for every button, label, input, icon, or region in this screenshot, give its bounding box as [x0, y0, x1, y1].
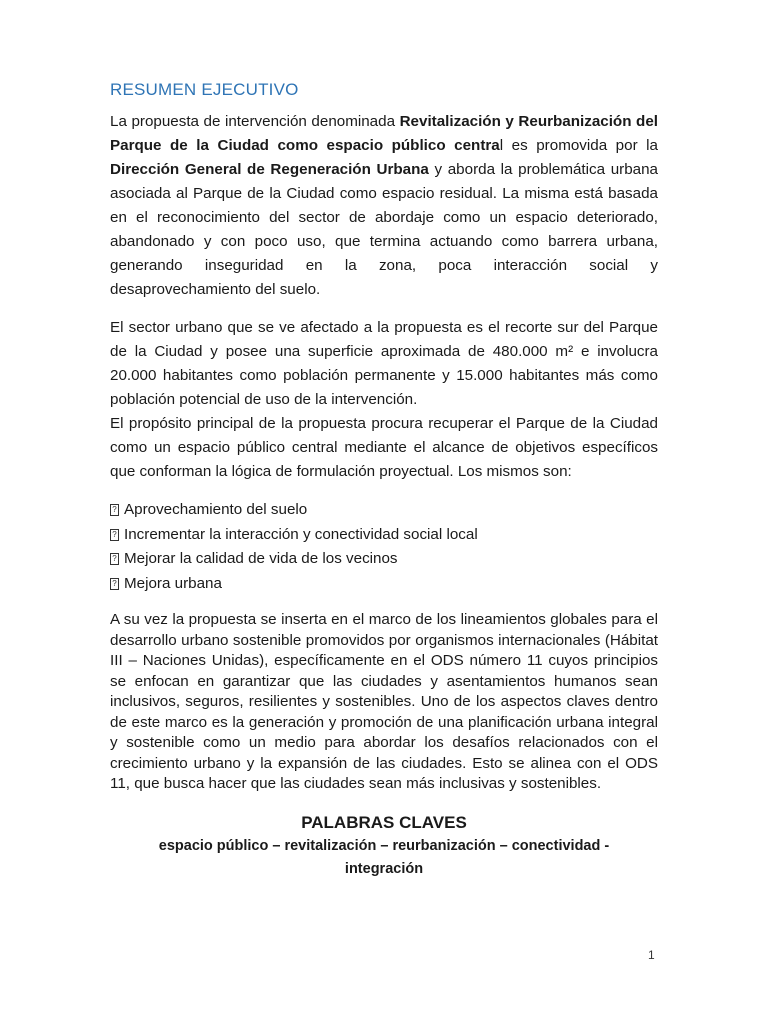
intro-text-3: y aborda la problemática urbana asociada al Parque de la Ciudad como espacio residual. La misma está basada en el reconocimiento del sector de abordaje como un espacio deteriorado, abandonado y con poco uso, que termina actuando como barrera urbana, generando inseguridad en la zona, poca interacción social y desaprovechamiento del suelo. — [110, 161, 659, 298]
paragraph-intro — [110, 110, 658, 302]
intro-agency-name: Dirección General de Regeneración Urbana — [110, 161, 429, 178]
list-item — [110, 547, 658, 572]
document-page — [110, 80, 658, 878]
list-item — [110, 523, 658, 548]
missing-glyph-icon: ? — [110, 529, 119, 541]
missing-glyph-icon: ? — [110, 553, 119, 565]
objectives-list — [110, 498, 658, 596]
list-item-label: Incrementar la interacción y conectividad social local — [124, 525, 478, 543]
paragraph-purpose: El propósito principal de la propuesta procura recuperar el Parque de la Ciudad como un espacio público central mediante el alcance de objetivos específicos que conforman la lógica de formulación proyectual. Los mismos son: — [110, 415, 658, 480]
list-item — [110, 498, 658, 523]
list-item — [110, 572, 658, 597]
page-number: 1 — [648, 948, 655, 962]
intro-project-name: Revitalización y Reurbanización del Parque de la Ciudad como espacio público centra — [110, 113, 658, 154]
keywords-line-1: espacio público – revitalización – reurbanización – conectividad - — [158, 837, 610, 854]
intro-text-1: La propuesta de intervención denominada — [110, 113, 400, 130]
paragraph-sector: El sector urbano que se ve afectado a la propuesta es el recorte sur del Parque de la Ciudad y posee una superficie aproximada de 480.000 m² e involucra 20.000 habitantes como población permanente y 15.000 habitantes más como población potencial de uso de la intervención. — [110, 319, 658, 408]
keywords-title: PALABRAS CLAVES — [301, 812, 467, 832]
intro-text-2: l es promovida por la — [499, 137, 658, 154]
list-item-label: Mejora urbana — [124, 574, 222, 592]
list-item-label: Mejorar la calidad de vida de los vecinos — [124, 550, 398, 567]
keywords-line-2: integración — [344, 860, 424, 877]
section-heading: RESUMEN EJECUTIVO — [110, 80, 299, 99]
missing-glyph-icon: ? — [110, 578, 119, 590]
paragraph-framework: A su vez la propuesta se inserta en el marco de los lineamientos globales para el desarrollo urbano sostenible promovidos por organismos internacionales (Hábitat III – Naciones Unidas), específicamente en el ODS número 11 cuyos principios se enfocan en garantizar que las ciudades y asentamientos humanos sean inclusivos, seguros, resilientes y sostenibles. Uno de los aspectos claves dentro de este marco es la generación y promoción de una planificación urbana integral y sostenible como un medio para abordar los desafíos relacionados con el crecimiento urbano y la expansión de las ciudades. Esto se alinea con el ODS 11, que busca hacer que las ciudades sean más inclusivas y sostenibles. — [110, 611, 658, 792]
missing-glyph-icon: ? — [110, 504, 119, 516]
list-item-label: Aprovechamiento del suelo — [124, 501, 308, 518]
